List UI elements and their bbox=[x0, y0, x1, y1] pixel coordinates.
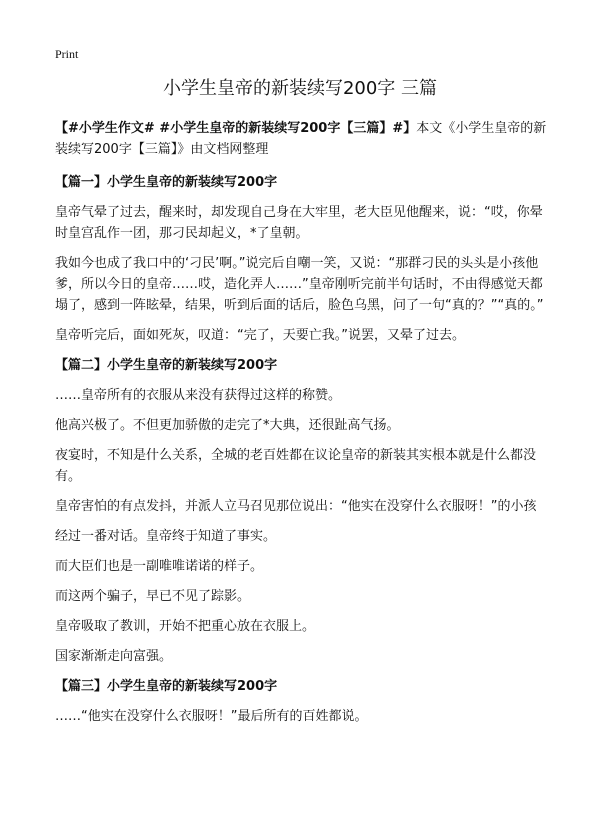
page-title: 小学生皇帝的新装续写200字 三篇 bbox=[162, 78, 438, 99]
section-2-paragraph: 国家渐渐走向富强。 bbox=[55, 649, 173, 664]
section-heading-3: 【篇三】小学生皇帝的新装续写200字 bbox=[55, 679, 278, 694]
section-1-paragraph: 我如今也成了我口中的‘刁民’啊。”说完后自嘲一笑，又说：“那群刁民的头头是小孩他爹，所以今日的皇帝……哎，造化弄人……”皇帝刚听完前半句话时，不由得感觉天都塌了，感到一阵眩晕，结果，听到后面的话后，脸色乌黑，问了一句“真的？”“真的。” bbox=[55, 256, 544, 313]
section-2-paragraph: 夜宴时，不知是什么关系，全城的老百姓都在议论皇帝的新装其实根本就是什么都没有。 bbox=[55, 448, 537, 484]
section-2-paragraph: 他高兴极了。不但更加骄傲的走完了*大典，还很趾高气扬。 bbox=[55, 418, 400, 433]
section-2-paragraph: 而大臣们也是一副唯唯诺诺的样子。 bbox=[55, 559, 264, 574]
print-link[interactable]: Print bbox=[55, 47, 79, 61]
intro-tags: 【#小学生作文# #小学生皇帝的新装续写200字【三篇】#】 bbox=[55, 121, 417, 136]
article-intro bbox=[55, 118, 555, 160]
section-2-paragraph: 而这两个骗子，早已不见了踪影。 bbox=[55, 589, 251, 604]
section-2-paragraph: ……皇帝所有的衣服从来没有获得过这样的称赞。 bbox=[55, 388, 342, 403]
section-heading-1: 【篇一】小学生皇帝的新装续写200字 bbox=[55, 175, 278, 190]
section-2-paragraph: 皇帝吸取了教训，开始不把重心放在衣服上。 bbox=[55, 619, 316, 634]
section-heading-2: 【篇二】小学生皇帝的新装续写200字 bbox=[55, 358, 278, 373]
section-2-paragraph: 皇帝害怕的有点发抖，并派人立马召见那位说出：“他实在没穿什么衣服呀！”的小孩 bbox=[55, 499, 537, 514]
section-1-paragraph: 皇帝气晕了过去，醒来时，却发现自己身在大牢里，老大臣见他醒来，说：“哎，你晕时皇宫乱作一团，那刁民却起义，*了皇朝。 bbox=[55, 205, 543, 241]
section-3-paragraph: ……“他实在没穿什么衣服呀！”最后所有的百姓都说。 bbox=[55, 709, 368, 724]
section-2-paragraph: 经过一番对话。皇帝终于知道了事实。 bbox=[55, 529, 277, 544]
article-body bbox=[55, 118, 555, 736]
intro-text: 本文《小学生皇帝的新装续写200字【三篇】》由文档网整理 bbox=[55, 121, 547, 157]
section-1-paragraph: 皇帝听完后，面如死灰，叹道：“完了，天要亡我。”说罢，又晕了过去。 bbox=[55, 328, 465, 343]
